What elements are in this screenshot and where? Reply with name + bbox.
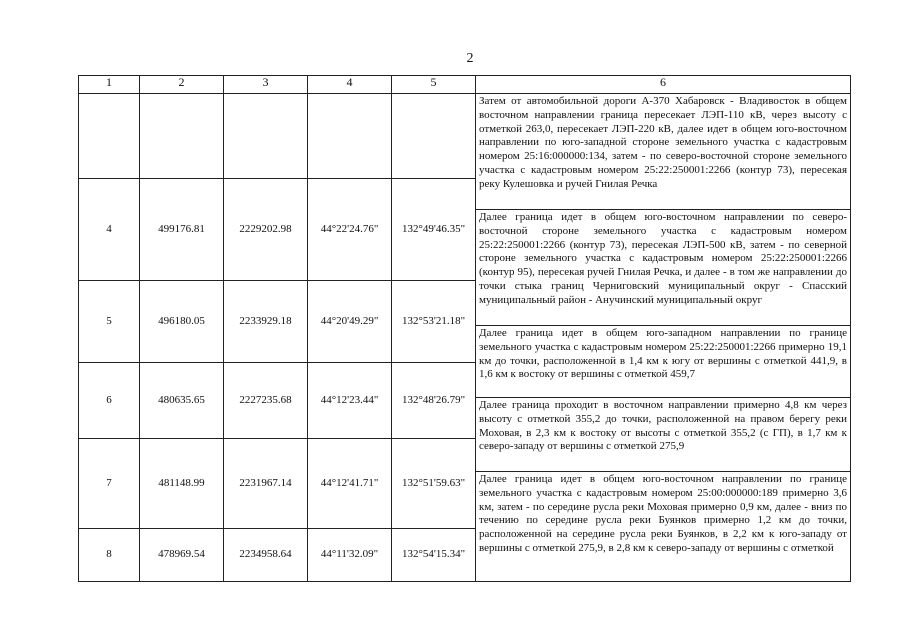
x-coordinate: 481148.99 — [140, 439, 224, 529]
point-number — [79, 94, 140, 179]
latitude: 44°20'49.29" — [308, 281, 392, 363]
point-number: 8 — [79, 529, 140, 582]
header-col-3: 3 — [224, 76, 308, 94]
x-coordinate: 478969.54 — [140, 529, 224, 582]
header-col-2: 2 — [140, 76, 224, 94]
longitude: 132°51'59.63" — [392, 439, 476, 529]
latitude: 44°22'24.76" — [308, 179, 392, 281]
table-row — [79, 94, 851, 179]
latitude: 44°12'23.44" — [308, 363, 392, 439]
header-col-5: 5 — [392, 76, 476, 94]
x-coordinate: 499176.81 — [140, 179, 224, 281]
y-coordinate: 2233929.18 — [224, 281, 308, 363]
boundary-description: Далее граница проходит в восточном направлении примерно 4,8 км через высоту с отметкой 355,2 до точки, расположенной на правом берегу реки Моховая, в 2,3 км к востоку от высоты с отметкой 355,2 (с ГП), в 1,7 км к северо-западу от вершины с отметкой 275,9 — [476, 398, 850, 472]
y-coordinate: 2227235.68 — [224, 363, 308, 439]
page-number: 2 — [466, 51, 474, 66]
boundary-description: Затем от автомобильной дороги А-370 Хабаровск - Владивосток в общем восточном направлении граница пересекает ЛЭП-110 кВ, через высоту с отметкой 263,0, пересекает ЛЭП-220 кВ, далее идет в общем юго-восточном направлении по юго-западной стороне земельного участка с кадастровым номером 25:16:000000:134, затем - по северо-восточной стороне земельного участка с кадастровым номером 25:22:250001:2266 (контур 73), пересекая реку Кулешовка и ручей Гнилая Речка — [476, 94, 850, 210]
boundary-descriptions — [476, 94, 851, 582]
longitude: 132°49'46.35" — [392, 179, 476, 281]
point-number: 7 — [79, 439, 140, 529]
point-number: 5 — [79, 281, 140, 363]
header-col-1: 1 — [79, 76, 140, 94]
longitude — [392, 94, 476, 179]
y-coordinate: 2229202.98 — [224, 179, 308, 281]
x-coordinate — [140, 94, 224, 179]
point-number: 6 — [79, 363, 140, 439]
header-col-6: 6 — [476, 76, 851, 94]
x-coordinate: 480635.65 — [140, 363, 224, 439]
y-coordinate — [224, 94, 308, 179]
point-number: 4 — [79, 179, 140, 281]
boundary-description: Далее граница идет в общем юго-восточном направлении по северо-восточной стороне земельного участка с кадастровым номером 25:22:250001:2266 (контур 73), пересекая ЛЭП-500 кВ, затем - по северной стороне земельного участка с кадастровым номером 25:22:250001:2266 (контур 95), пересекая ручей Гнилая Речка, и далее - в том же направлении до точки стыка границ Черниговский муниципальный округ - Спасский муниципальный район - Анучинский муниципальный округ — [476, 210, 850, 326]
boundary-description: Далее граница идет в общем юго-западном направлении по границе земельного участка с кадастровым номером 25:22:250001:2266 примерно 19,1 км до точки, расположенной в 1,4 км к югу от вершины с отметкой 441,9, в 1,6 км к востоку от вершины с отметкой 459,7 — [476, 326, 850, 398]
header-col-4: 4 — [308, 76, 392, 94]
header-row — [79, 76, 851, 94]
longitude: 132°48'26.79" — [392, 363, 476, 439]
latitude — [308, 94, 392, 179]
longitude: 132°53'21.18" — [392, 281, 476, 363]
latitude: 44°12'41.71" — [308, 439, 392, 529]
boundary-coordinates-table — [78, 75, 851, 582]
x-coordinate: 496180.05 — [140, 281, 224, 363]
longitude: 132°54'15.34" — [392, 529, 476, 582]
latitude: 44°11'32.09" — [308, 529, 392, 582]
y-coordinate: 2234958.64 — [224, 529, 308, 582]
y-coordinate: 2231967.14 — [224, 439, 308, 529]
boundary-description: Далее граница идет в общем юго-восточном направлении по границе земельного участка с кадастровым номером 25:00:000000:189 примерно 3,6 км, затем - по середине русла реки Моховая примерно 0,9 км, далее - вниз по течению по середине русла реки Буянков примерно 1,2 км до точки, расположенной на середине русла реки Буянков, в 2,2 км к юго-западу от вершины с отметкой 275,9, в 2,8 км к северо-западу от вершины с отметкой — [479, 473, 847, 554]
